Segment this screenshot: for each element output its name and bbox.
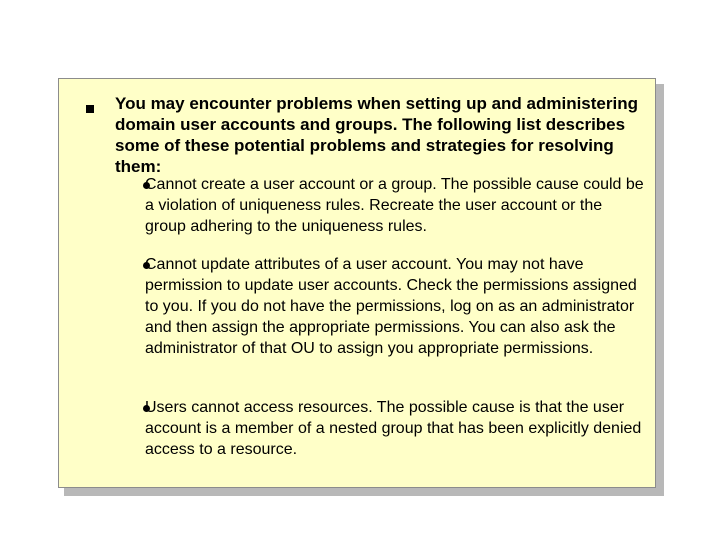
square-bullet-icon (86, 105, 94, 113)
list-item: Cannot create a user account or a group. The possible cause could be a violation of uniqueness rules. Recreate the user account or the group adhering to the uniqueness rules. (145, 176, 644, 235)
list-item: Users cannot access resources. The possible cause is that the user account is a member of a nested group that has been explicitly denied access to a resource. (145, 399, 642, 458)
intro-paragraph: You may encounter problems when setting up and administering domain user accounts and groups. The following list describes some of these potential problems and strategies for resolving them: (115, 94, 638, 176)
list-item: Cannot update attributes of a user account. You may not have permission to update user accounts. Check the permissions assigned to you. If you do not have the permissions, log on as an administrator and then assign the appropriate permissions. You can also ask the administrator of that OU to assign you appropriate permissions. (145, 256, 637, 357)
content-card (58, 78, 656, 488)
